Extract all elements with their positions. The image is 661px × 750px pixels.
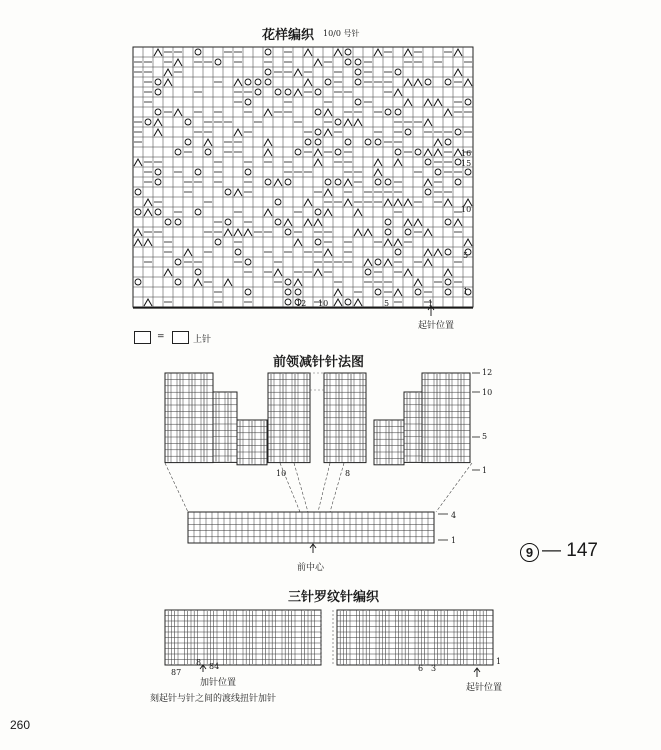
neck-row-label: 1 — [482, 466, 488, 475]
pattern-start-label: 起针位置 — [418, 321, 455, 331]
rib-title: 三针罗纹针编织 — [288, 590, 380, 605]
rib-col-label: 84 — [209, 662, 220, 671]
neck-row-label: 10 — [482, 388, 493, 397]
neck-gap-dash — [309, 373, 324, 390]
key-blank-cell — [134, 331, 151, 344]
neck-row-label: 5 — [482, 432, 488, 441]
key-equals: = — [157, 332, 165, 342]
rib-col-label: 1 — [496, 657, 502, 666]
page-number: 260 — [10, 718, 31, 732]
section-number-badge: 9 — [520, 543, 539, 562]
small-row-label: 4 — [451, 511, 457, 520]
pattern-row-label: 15 — [461, 159, 472, 168]
pattern-row-label: 5 — [463, 251, 469, 260]
key-meaning: 上针 — [193, 335, 212, 345]
neck-title: 前领减针针法图 — [273, 355, 365, 370]
needle-size: 10/0 号针 — [323, 29, 360, 38]
neck-col-label: 10 — [276, 469, 287, 478]
pattern-row-label: 10 — [461, 205, 472, 214]
key-purl-cell — [172, 331, 189, 344]
neckline-chart — [165, 373, 480, 553]
pattern-col-label: 1 — [428, 299, 434, 308]
pattern-grid — [133, 47, 473, 316]
front-center-label: 前中心 — [297, 563, 325, 573]
neck-small-grid — [188, 512, 434, 543]
small-row-label: 1 — [451, 536, 457, 545]
rib-col-label: 87 — [171, 668, 182, 677]
pattern-title: 花样编织 — [262, 28, 315, 43]
pattern-col-label: 5 — [384, 299, 390, 308]
rib-col-label: 6 — [418, 664, 424, 673]
rib-add-label: 加针位置 — [200, 678, 237, 688]
rib-col-label: 3 — [431, 664, 437, 673]
rib-break-lines — [321, 610, 333, 665]
neck-col-label: 8 — [345, 469, 351, 478]
small-row-ticks — [438, 514, 448, 540]
rib-note: 刻起针与针之间的渡线扭针加针 — [150, 694, 277, 704]
pattern-col-label: 12 — [296, 299, 307, 308]
pattern-row-label: 1 — [463, 287, 469, 296]
rib-start-arrow — [474, 668, 480, 677]
front-center-arrow — [310, 544, 316, 553]
neck-row-label: 12 — [482, 368, 493, 377]
rib-start-label: 起针位置 — [466, 683, 503, 693]
pattern-col-label: 10 — [318, 299, 329, 308]
neck-row-ticks — [472, 373, 480, 470]
pattern-row-label: 16 — [461, 149, 472, 158]
neck-connector-lines — [165, 463, 472, 512]
page-code: — 147 — [542, 540, 598, 561]
rib-col-label: 8 — [196, 658, 202, 667]
